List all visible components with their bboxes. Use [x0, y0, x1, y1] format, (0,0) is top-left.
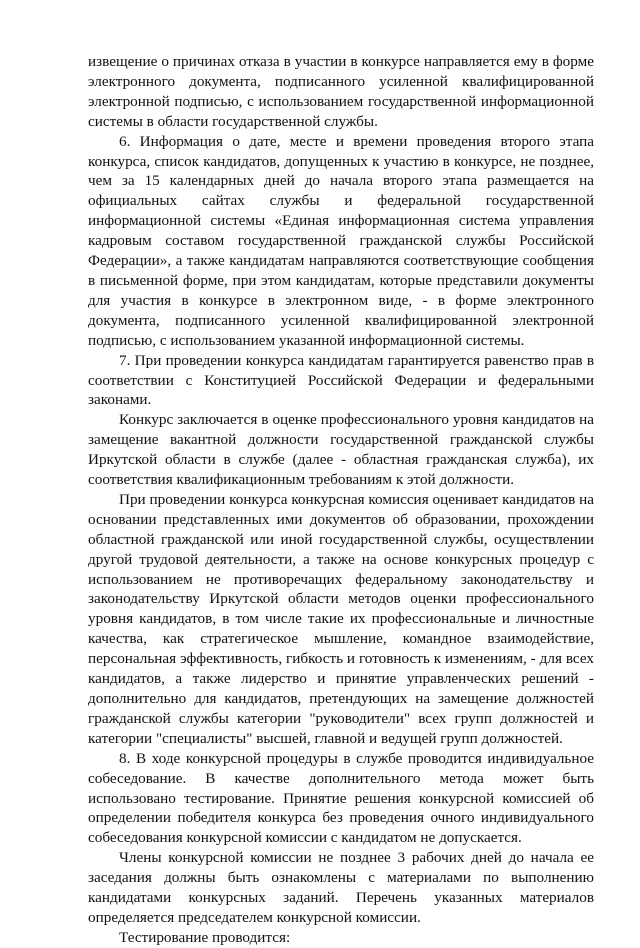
- paragraph-item-7: 7. При проведении конкурса кандидатам гарантируется равенство прав в соответствии с Конституцией Российской Федерации и федеральными законами.: [88, 351, 594, 409]
- paragraph-commission-evaluation: При проведении конкурса конкурсная комиссия оценивает кандидатов на основании представленных ими документов об образовании, прохождении областной гражданской или иной государственной службы, осуществлении другой трудовой деятельности, а также на основе конкурсных процедур с использованием не противоречащих федеральному законодательству и законодательству Иркутской области методов оценки профессионального уровня кандидатов, в том числе такие их профессиональные и личностные качества, как стратегическое мышление, командное взаимодействие, персональная эффективность, гибкость и готовность к изменениям, - для всех кандидатов, а также лидерство и принятие управленческих решений - дополнительно для кандидатов, претендующих на замещение должностей гражданской службы категории "руководители" всех групп должностей и категории "специалисты" высшей, главной и ведущей групп должностей.: [88, 490, 594, 747]
- paragraph-testing: Тестирование проводится:: [119, 928, 291, 946]
- document-page: [88, 52, 594, 948]
- paragraph-refusal-notice: извещение о причинах отказа в участии в конкурсе направляется ему в форме электронного документа, подписанного усиленной квалифицированной электронной подписью, с использованием государственной информационной системы в области государственной службы.: [88, 53, 594, 130]
- paragraph-item-8: 8. В ходе конкурсной процедуры в службе проводится индивидуальное собеседование. В качестве дополнительного метода может быть использовано тестирование. Принятие решения конкурсной комиссией об определении победителя конкурса без проведения очного индивидуального собеседования конкурсной комиссии с кандидатом не допускается.: [88, 749, 594, 847]
- paragraph-item-6: 6. Информация о дате, месте и времени проведения второго этапа конкурса, список кандидатов, допущенных к участию в конкурсе, не позднее, чем за 15 календарных дней до начала второго этапа размещается на официальных сайтах службы и федеральной государственной информационной системы «Единая информационная система управления кадровым составом государственной гражданской службы Российской Федерации», а также кандидатам направляются соответствующие сообщения в письменной форме, при этом кандидатам, которые представили документы для участия в конкурсе в электронном виде, - в форме электронного документа, подписанного усиленной квалифицированной электронной подписью, с использованием указанной информационной системы.: [88, 132, 594, 349]
- paragraph-contest-essence: Конкурс заключается в оценке профессионального уровня кандидатов на замещение вакантной должности государственной гражданской службы Иркутской области в службе (далее - областная гражданская служба), их соответствия квалификационным требованиям к этой должности.: [88, 411, 594, 489]
- paragraph-members-familiarize: Члены конкурсной комиссии не позднее 3 рабочих дней до начала ее заседания должны быть ознакомлены с материалами по выполнению кандидатами конкурсных заданий. Перечень указанных материалов определяется председателем конкурсной комиссии.: [88, 849, 594, 926]
